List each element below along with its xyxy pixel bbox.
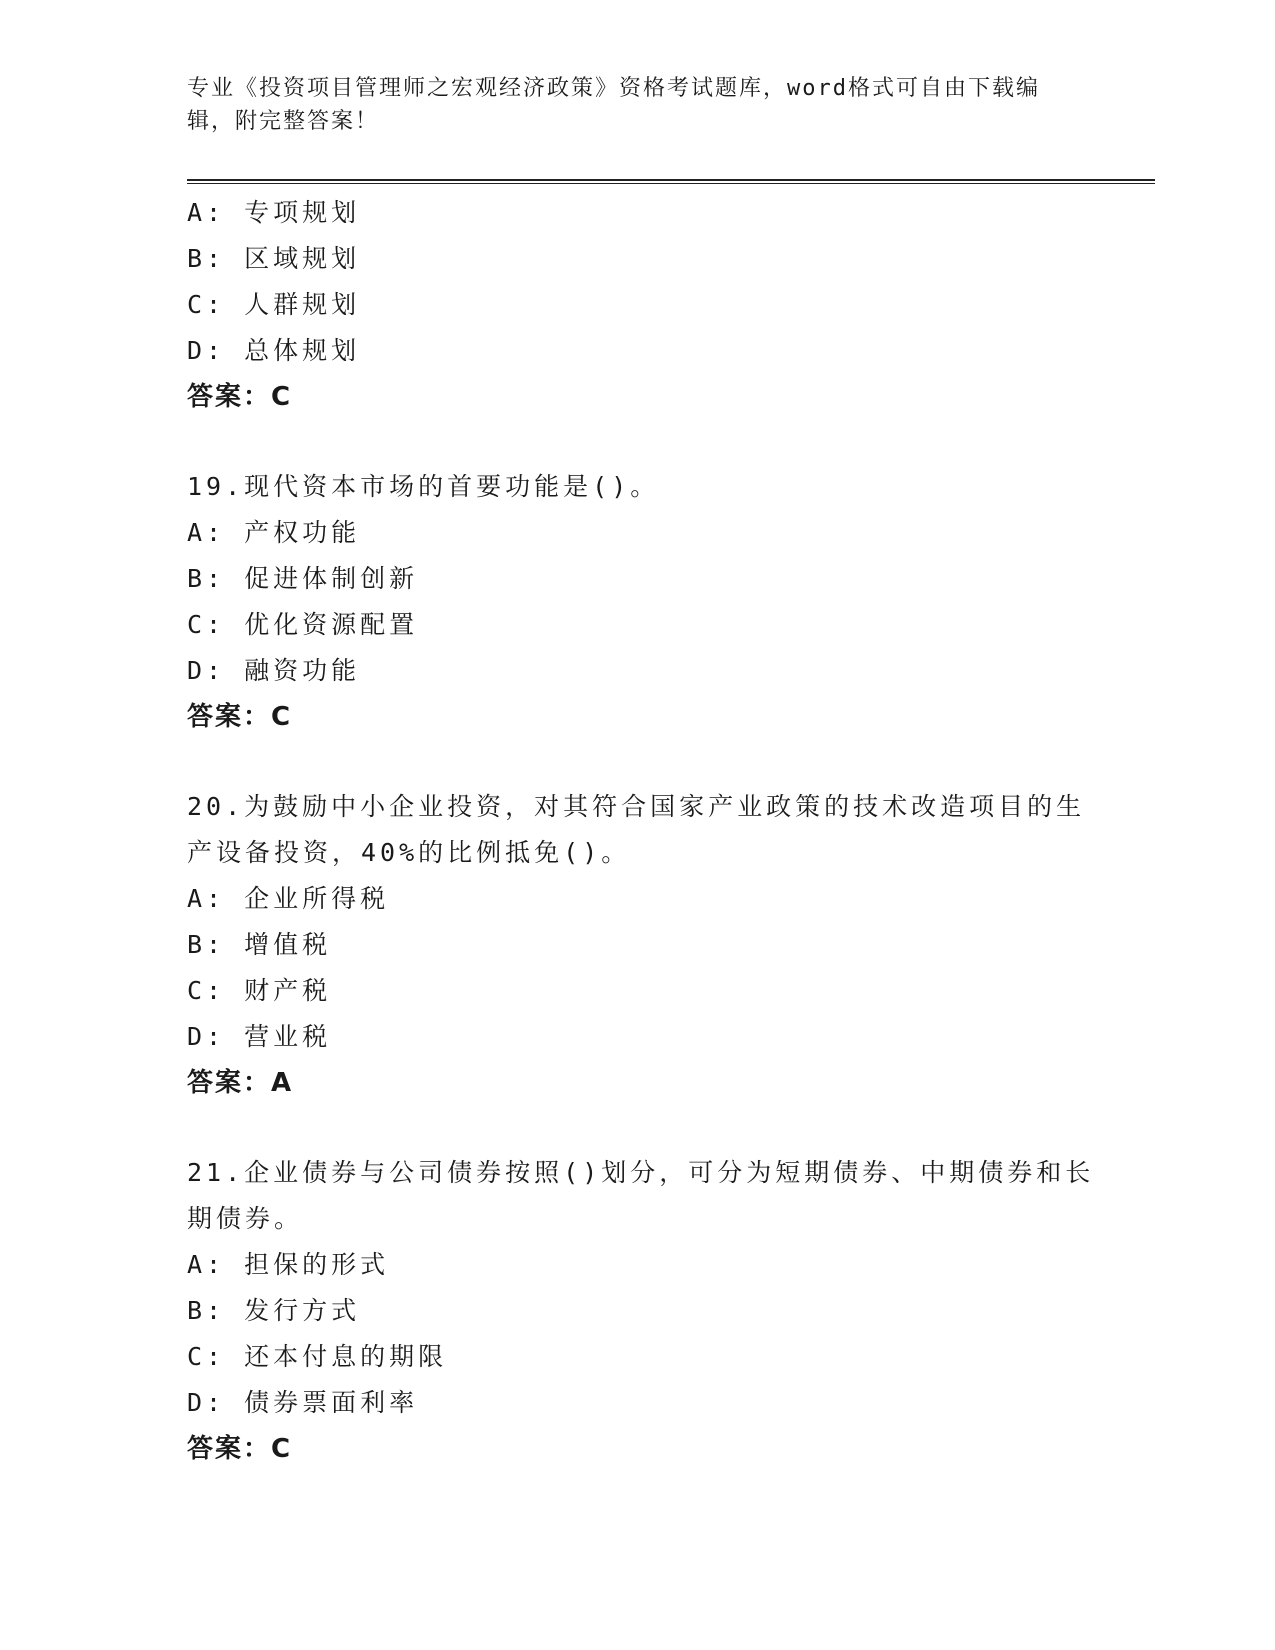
- answer-line: 答案：C: [187, 1434, 293, 1464]
- question-19: [187, 464, 1087, 740]
- answer-line: 答案：A: [187, 1068, 294, 1098]
- header-line-1: 专业《投资项目管理师之宏观经济政策》资格考试题库，word格式可自由下载编: [187, 76, 1040, 101]
- option-d: D: 债券票面利率: [187, 1388, 419, 1417]
- option-b: B: 增值税: [187, 930, 332, 959]
- header-divider: [187, 179, 1155, 184]
- option-c: C: 优化资源配置: [187, 610, 419, 639]
- question-20: [187, 784, 1087, 1106]
- answer-line: 答案：C: [187, 702, 293, 732]
- option-a: A: 担保的形式: [187, 1250, 390, 1279]
- option-a: A: 企业所得税: [187, 884, 390, 913]
- spacer: [187, 1106, 1087, 1150]
- option-b: B: 区域规划: [187, 244, 361, 273]
- option-b: B: 发行方式: [187, 1296, 361, 1325]
- option-b: B: 促进体制创新: [187, 564, 419, 593]
- document-header: [187, 72, 1067, 138]
- question-stem-line-2: 产设备投资，40%的比例抵免()。: [187, 838, 631, 867]
- option-a: A: 专项规划: [187, 198, 361, 227]
- question-stem-line-1: 20.为鼓励中小企业投资，对其符合国家产业政策的技术改造项目的生: [187, 792, 1086, 821]
- question-stem-line-1: 21.企业债券与公司债券按照()划分，可分为短期债券、中期债券和长: [187, 1158, 1095, 1187]
- option-c: C: 财产税: [187, 976, 332, 1005]
- option-c: C: 还本付息的期限: [187, 1342, 448, 1371]
- question-stem-line-2: 期债券。: [187, 1204, 304, 1233]
- question-18: [187, 190, 1087, 420]
- header-line-2: 辑，附完整答案！: [187, 109, 380, 134]
- option-d: D: 融资功能: [187, 656, 361, 685]
- question-stem: 19.现代资本市场的首要功能是()。: [187, 472, 660, 501]
- spacer: [187, 740, 1087, 784]
- option-d: D: 营业税: [187, 1022, 332, 1051]
- question-21: [187, 1150, 1095, 1472]
- spacer: [187, 420, 1087, 464]
- question-list: [187, 190, 1095, 1472]
- option-c: C: 人群规划: [187, 290, 361, 319]
- option-d: D: 总体规划: [187, 336, 361, 365]
- answer-line: 答案：C: [187, 382, 293, 412]
- option-a: A: 产权功能: [187, 518, 361, 547]
